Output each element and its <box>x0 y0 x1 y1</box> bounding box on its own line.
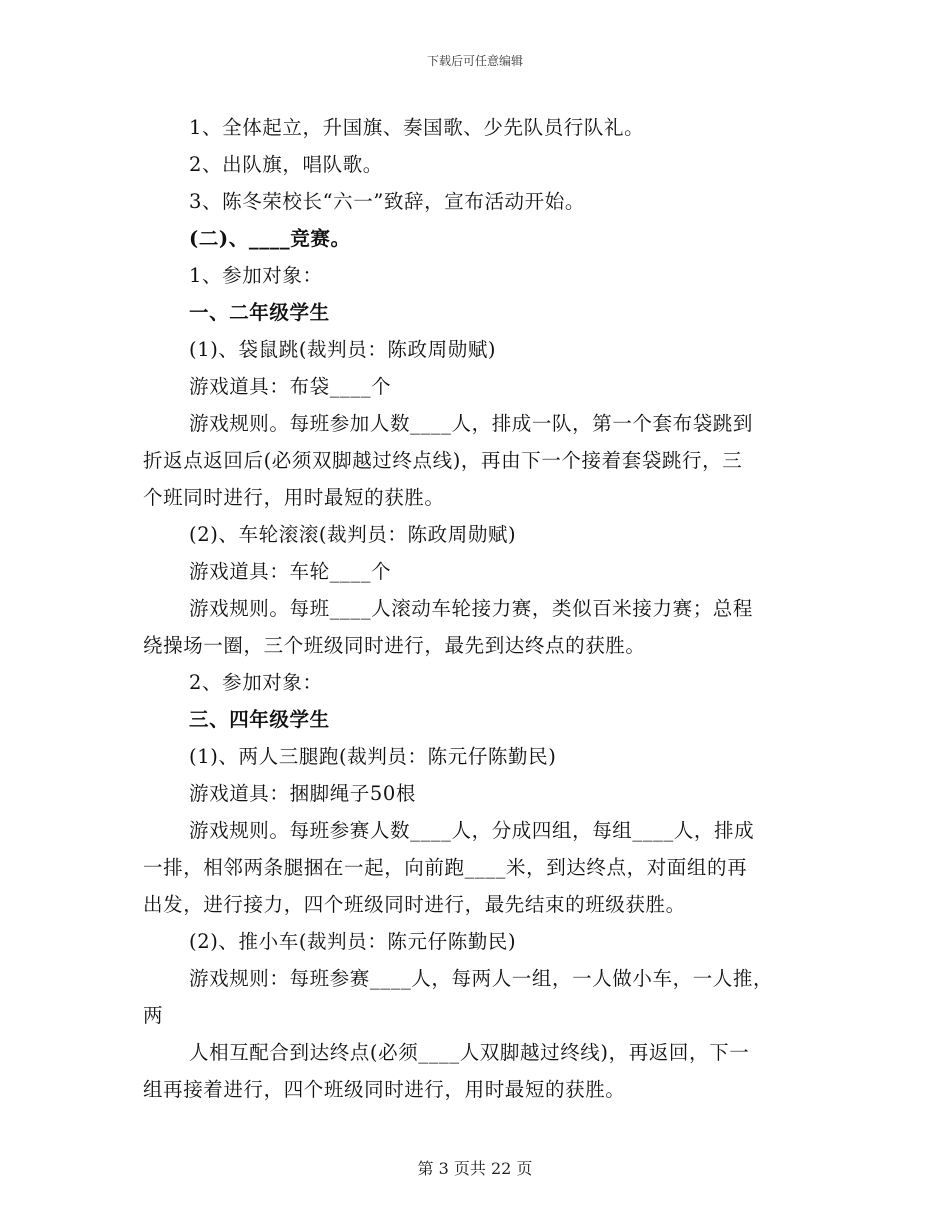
page-header: 下载后可任意编辑 <box>426 54 523 68</box>
paragraph-line: 1、参加对象： <box>189 264 323 287</box>
paragraph-line: 3、陈冬荣校长“六一”致辞，宣布活动开始。 <box>189 190 585 213</box>
paragraph-line: 游戏规则：每班参赛____人，每两人一组，一人做小车，一人推， <box>189 967 774 990</box>
paragraph-line: 1、全体起立，升国旗、奏国歌、少先队员行队礼。 <box>189 116 645 139</box>
paragraph-line: 个班同时进行，用时最短的获胜。 <box>143 486 445 509</box>
paragraph-line: 游戏规则。每班参加人数____人，排成一队，第一个套布袋跳到 <box>189 412 754 435</box>
paragraph-line: 游戏规则。每班参赛人数____人，分成四组，每组____人，排成 <box>189 819 755 842</box>
paragraph-line: 2、参加对象： <box>189 671 323 694</box>
paragraph-line: (1)、袋鼠跳(裁判员：陈政周勋赋) <box>189 338 497 361</box>
paragraph-line: 人相互配合到达终点(必须____人双脚越过终线)，再返回，下一 <box>189 1041 750 1064</box>
paragraph-line: 出发，进行接力，四个班级同时进行，最先结束的班级获胜。 <box>143 893 686 916</box>
paragraph-line: 2、出队旗，唱队歌。 <box>189 153 383 176</box>
paragraph-line: 折返点返回后(必须双脚越过终点线)，再由下一个接着套袋跳行，三 <box>143 449 743 472</box>
paragraph-line: 游戏规则。每班____人滚动车轮接力赛，类似百米接力赛；总程 <box>189 597 754 620</box>
paragraph-line: 游戏道具：车轮____个 <box>189 560 392 583</box>
paragraph-line: (2)、推小车(裁判员：陈元仔陈勤民) <box>189 930 517 953</box>
paragraph-line: (2)、车轮滚滚(裁判员：陈政周勋赋) <box>189 523 517 546</box>
section-heading: 一、二年级学生 <box>189 301 330 324</box>
paragraph-line: 两 <box>143 1004 164 1027</box>
section-heading: (二)、____竞赛。 <box>189 227 351 250</box>
paragraph-line: 一排，相邻两条腿捆在一起，向前跑____米，到达终点，对面组的再 <box>143 856 748 879</box>
paragraph-line: 游戏道具：布袋____个 <box>189 375 392 398</box>
document-body <box>143 109 808 1108</box>
section-heading: 三、四年级学生 <box>189 708 330 731</box>
paragraph-line: (1)、两人三腿跑(裁判员：陈元仔陈勤民) <box>189 745 557 768</box>
paragraph-line: 游戏道具：捆脚绳子50根 <box>189 782 417 805</box>
paragraph-line: 绕操场一圈，三个班级同时进行，最先到达终点的获胜。 <box>143 634 646 657</box>
paragraph-line: 组再接着进行，四个班级同时进行，用时最短的获胜。 <box>143 1078 626 1101</box>
page-footer: 第 3 页共 22 页 <box>417 1159 533 1178</box>
